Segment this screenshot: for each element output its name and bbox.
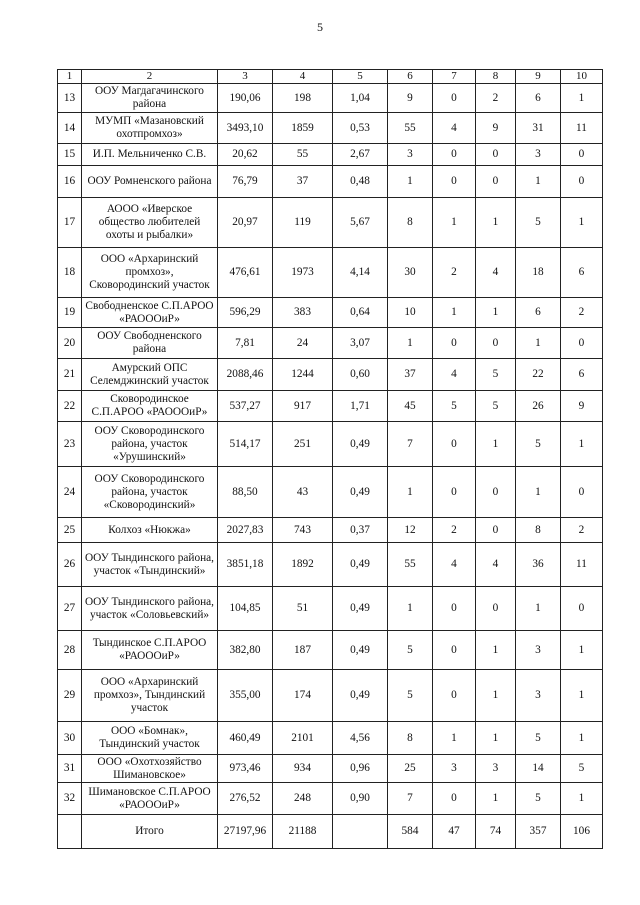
row-number: 17 bbox=[58, 198, 82, 248]
value-cell-c7: 0 bbox=[433, 783, 476, 815]
value-cell-c9: 5 bbox=[516, 722, 561, 755]
value-cell-c8: 5 bbox=[476, 391, 516, 422]
row-number: 29 bbox=[58, 670, 82, 722]
value-cell-c7: 2 bbox=[433, 518, 476, 543]
value-cell-c10: 1 bbox=[561, 722, 603, 755]
table-row bbox=[58, 722, 603, 755]
value-cell-c8: 3 bbox=[476, 755, 516, 783]
value-cell-c10: 11 bbox=[561, 543, 603, 587]
organization-name bbox=[82, 298, 218, 328]
value-cell-c3: 2088,46 bbox=[218, 359, 273, 391]
value-cell-c4: 917 bbox=[273, 391, 333, 422]
organization-name bbox=[82, 783, 218, 815]
organization-name-line: охоты и рыбалки» bbox=[105, 229, 194, 241]
value-cell-c10: 5 bbox=[561, 755, 603, 783]
value-cell-c5: 0,48 bbox=[333, 166, 388, 198]
value-cell-c9: 1 bbox=[516, 328, 561, 359]
value-cell-c9: 1 bbox=[516, 587, 561, 631]
value-cell-c8: 9 bbox=[476, 113, 516, 144]
value-cell-c5: 0,49 bbox=[333, 631, 388, 670]
value-cell-c9: 5 bbox=[516, 198, 561, 248]
organization-name bbox=[82, 113, 218, 144]
row-number: 19 bbox=[58, 298, 82, 328]
value-cell-c4: 37 bbox=[273, 166, 333, 198]
value-cell-c6: 10 bbox=[388, 298, 433, 328]
value-cell-c3: 355,00 bbox=[218, 670, 273, 722]
row-number: 14 bbox=[58, 113, 82, 144]
organization-name-line: ООУ Тындинского района, bbox=[85, 595, 214, 608]
value-cell-c10: 1 bbox=[561, 783, 603, 815]
organization-name bbox=[82, 391, 218, 422]
value-cell-c10: 1 bbox=[561, 670, 603, 722]
value-cell-c4: 383 bbox=[273, 298, 333, 328]
value-cell-c6: 1 bbox=[388, 467, 433, 518]
value-cell-c9: 6 bbox=[516, 298, 561, 328]
organization-name-line: Шимановское» bbox=[113, 768, 186, 781]
header-cell: 4 bbox=[273, 70, 333, 84]
organization-name-line: ООО «Архаринский bbox=[100, 253, 199, 265]
organization-name-line: района bbox=[132, 343, 167, 355]
organization-name-line: Селемджинский участок bbox=[90, 374, 209, 387]
total-cell-c5 bbox=[333, 815, 388, 849]
value-cell-c8: 0 bbox=[476, 467, 516, 518]
total-cell-c9: 357 bbox=[516, 815, 561, 849]
value-cell-c8: 0 bbox=[476, 328, 516, 359]
value-cell-c7: 4 bbox=[433, 359, 476, 391]
value-cell-c10: 0 bbox=[561, 166, 603, 198]
organization-name-line: «Урушинский» bbox=[113, 450, 186, 463]
value-cell-c7: 4 bbox=[433, 113, 476, 144]
organization-name-line: С.П.АРОО «РАОООиР» bbox=[91, 406, 208, 418]
value-cell-c3: 20,97 bbox=[218, 198, 273, 248]
value-cell-c10: 6 bbox=[561, 248, 603, 298]
table-row bbox=[58, 113, 603, 144]
header-cell: 10 bbox=[561, 70, 603, 84]
organization-name-line: Тындинский участок bbox=[99, 738, 200, 750]
value-cell-c6: 7 bbox=[388, 783, 433, 815]
value-cell-c3: 3493,10 bbox=[218, 113, 273, 144]
organization-name-line: участок «Соловьевский» bbox=[89, 608, 210, 621]
value-cell-c9: 1 bbox=[516, 166, 561, 198]
row-number: 32 bbox=[58, 783, 82, 815]
organization-name bbox=[82, 670, 218, 722]
value-cell-c7: 1 bbox=[433, 198, 476, 248]
value-cell-c4: 248 bbox=[273, 783, 333, 815]
table-row bbox=[58, 422, 603, 467]
value-cell-c4: 43 bbox=[273, 467, 333, 518]
value-cell-c6: 12 bbox=[388, 518, 433, 543]
total-cell-c7: 47 bbox=[433, 815, 476, 849]
organization-name bbox=[82, 755, 218, 783]
value-cell-c4: 934 bbox=[273, 755, 333, 783]
total-row bbox=[58, 815, 603, 849]
table-row bbox=[58, 755, 603, 783]
row-number: 31 bbox=[58, 755, 82, 783]
organization-name-line: Сковородинское bbox=[110, 393, 189, 405]
organization-name-line: Колхоз «Нюкжа» bbox=[108, 523, 191, 536]
organization-name-line: ООУ Ромненского района bbox=[87, 175, 212, 187]
value-cell-c9: 14 bbox=[516, 755, 561, 783]
total-cell-c6: 584 bbox=[388, 815, 433, 849]
value-cell-c6: 5 bbox=[388, 670, 433, 722]
value-cell-c4: 174 bbox=[273, 670, 333, 722]
value-cell-c4: 1859 bbox=[273, 113, 333, 144]
organization-name-line: ООУ Магдагачинского bbox=[95, 85, 204, 97]
organization-name-line: Амурский ОПС bbox=[111, 361, 188, 374]
value-cell-c3: 460,49 bbox=[218, 722, 273, 755]
value-cell-c7: 0 bbox=[433, 587, 476, 631]
table-row bbox=[58, 783, 603, 815]
row-number: 28 bbox=[58, 631, 82, 670]
value-cell-c10: 2 bbox=[561, 298, 603, 328]
value-cell-c10: 9 bbox=[561, 391, 603, 422]
organization-name bbox=[82, 166, 218, 198]
value-cell-c9: 22 bbox=[516, 359, 561, 391]
row-number: 16 bbox=[58, 166, 82, 198]
value-cell-c4: 24 bbox=[273, 328, 333, 359]
header-cell: 6 bbox=[388, 70, 433, 84]
value-cell-c6: 3 bbox=[388, 144, 433, 166]
table-row bbox=[58, 328, 603, 359]
value-cell-c4: 1973 bbox=[273, 248, 333, 298]
header-cell: 1 bbox=[58, 70, 82, 84]
value-cell-c8: 1 bbox=[476, 198, 516, 248]
total-number-cell bbox=[58, 815, 82, 849]
organization-name-line: ООО «Охотхозяйство bbox=[97, 755, 202, 768]
value-cell-c5: 0,49 bbox=[333, 422, 388, 467]
organization-name-line: ООО «Бомнак», bbox=[110, 725, 189, 737]
value-cell-c8: 0 bbox=[476, 587, 516, 631]
table-row bbox=[58, 298, 603, 328]
value-cell-c9: 5 bbox=[516, 422, 561, 467]
value-cell-c8: 1 bbox=[476, 422, 516, 467]
value-cell-c9: 6 bbox=[516, 84, 561, 113]
row-number: 20 bbox=[58, 328, 82, 359]
value-cell-c5: 0,90 bbox=[333, 783, 388, 815]
value-cell-c6: 5 bbox=[388, 631, 433, 670]
organization-name-line: Свободненское С.П.АРОО bbox=[85, 299, 214, 312]
organization-name-line: И.П. Мельниченко С.В. bbox=[92, 148, 207, 160]
value-cell-c3: 88,50 bbox=[218, 467, 273, 518]
value-cell-c8: 0 bbox=[476, 144, 516, 166]
value-cell-c5: 1,04 bbox=[333, 84, 388, 113]
row-number: 26 bbox=[58, 543, 82, 587]
value-cell-c8: 0 bbox=[476, 166, 516, 198]
row-number: 27 bbox=[58, 587, 82, 631]
data-table bbox=[57, 69, 603, 849]
value-cell-c9: 26 bbox=[516, 391, 561, 422]
value-cell-c10: 0 bbox=[561, 328, 603, 359]
value-cell-c5: 0,49 bbox=[333, 543, 388, 587]
organization-name bbox=[82, 84, 218, 113]
table-row bbox=[58, 543, 603, 587]
organization-name bbox=[82, 518, 218, 543]
value-cell-c8: 4 bbox=[476, 248, 516, 298]
organization-name-line: участок bbox=[130, 702, 169, 714]
organization-name-line: «РАОООиР» bbox=[119, 798, 180, 811]
organization-name-line: ООУ Тындинского района, bbox=[85, 551, 214, 564]
value-cell-c7: 1 bbox=[433, 298, 476, 328]
value-cell-c5: 0,60 bbox=[333, 359, 388, 391]
organization-name-line: района, участок bbox=[111, 485, 188, 498]
organization-name-line: промхоз», Тындинский bbox=[93, 689, 206, 701]
header-row bbox=[58, 70, 603, 84]
value-cell-c3: 7,81 bbox=[218, 328, 273, 359]
value-cell-c10: 1 bbox=[561, 631, 603, 670]
value-cell-c3: 596,29 bbox=[218, 298, 273, 328]
value-cell-c4: 119 bbox=[273, 198, 333, 248]
value-cell-c5: 3,07 bbox=[333, 328, 388, 359]
organization-name-line: участок «Тындинский» bbox=[93, 564, 206, 577]
organization-name-line: охотпромхоз» bbox=[116, 128, 183, 140]
page-number: 5 bbox=[317, 20, 323, 34]
value-cell-c8: 1 bbox=[476, 631, 516, 670]
value-cell-c4: 743 bbox=[273, 518, 333, 543]
organization-name-line: района bbox=[132, 98, 167, 110]
header-cell: 3 bbox=[218, 70, 273, 84]
value-cell-c4: 55 bbox=[273, 144, 333, 166]
total-label: Итого bbox=[82, 815, 218, 849]
total-cell-c10: 106 bbox=[561, 815, 603, 849]
organization-name bbox=[82, 587, 218, 631]
value-cell-c6: 55 bbox=[388, 113, 433, 144]
organization-name-line: «РАОООиР» bbox=[119, 312, 180, 325]
value-cell-c6: 1 bbox=[388, 328, 433, 359]
value-cell-c6: 25 bbox=[388, 755, 433, 783]
table-row bbox=[58, 166, 603, 198]
value-cell-c4: 1244 bbox=[273, 359, 333, 391]
total-cell-c3: 27197,96 bbox=[218, 815, 273, 849]
table-row bbox=[58, 248, 603, 298]
header-cell: 9 bbox=[516, 70, 561, 84]
value-cell-c10: 1 bbox=[561, 198, 603, 248]
value-cell-c6: 9 bbox=[388, 84, 433, 113]
value-cell-c8: 2 bbox=[476, 84, 516, 113]
value-cell-c3: 476,61 bbox=[218, 248, 273, 298]
organization-name-line: района, участок bbox=[111, 437, 188, 450]
value-cell-c3: 3851,18 bbox=[218, 543, 273, 587]
organization-name bbox=[82, 422, 218, 467]
value-cell-c10: 2 bbox=[561, 518, 603, 543]
value-cell-c6: 8 bbox=[388, 198, 433, 248]
total-cell-c4: 21188 bbox=[273, 815, 333, 849]
value-cell-c4: 198 bbox=[273, 84, 333, 113]
value-cell-c5: 4,14 bbox=[333, 248, 388, 298]
value-cell-c8: 1 bbox=[476, 722, 516, 755]
value-cell-c5: 4,56 bbox=[333, 722, 388, 755]
value-cell-c8: 0 bbox=[476, 518, 516, 543]
organization-name bbox=[82, 722, 218, 755]
value-cell-c8: 1 bbox=[476, 298, 516, 328]
value-cell-c8: 1 bbox=[476, 670, 516, 722]
value-cell-c6: 1 bbox=[388, 166, 433, 198]
value-cell-c3: 276,52 bbox=[218, 783, 273, 815]
value-cell-c3: 973,46 bbox=[218, 755, 273, 783]
value-cell-c9: 3 bbox=[516, 144, 561, 166]
value-cell-c6: 7 bbox=[388, 422, 433, 467]
row-number: 23 bbox=[58, 422, 82, 467]
value-cell-c5: 0,64 bbox=[333, 298, 388, 328]
value-cell-c4: 51 bbox=[273, 587, 333, 631]
organization-name-line: АООО «Иверское bbox=[106, 203, 193, 215]
value-cell-c4: 187 bbox=[273, 631, 333, 670]
value-cell-c6: 30 bbox=[388, 248, 433, 298]
table-row bbox=[58, 467, 603, 518]
value-cell-c10: 11 bbox=[561, 113, 603, 144]
organization-name-line: ООО «Архаринский bbox=[100, 676, 199, 688]
row-number: 13 bbox=[58, 84, 82, 113]
value-cell-c9: 3 bbox=[516, 631, 561, 670]
value-cell-c9: 1 bbox=[516, 467, 561, 518]
row-number: 18 bbox=[58, 248, 82, 298]
organization-name bbox=[82, 631, 218, 670]
value-cell-c5: 0,49 bbox=[333, 670, 388, 722]
header-cell: 5 bbox=[333, 70, 388, 84]
value-cell-c5: 1,71 bbox=[333, 391, 388, 422]
value-cell-c7: 3 bbox=[433, 755, 476, 783]
value-cell-c3: 2027,83 bbox=[218, 518, 273, 543]
organization-name-line: промхоз», bbox=[125, 266, 174, 278]
value-cell-c10: 1 bbox=[561, 422, 603, 467]
organization-name bbox=[82, 543, 218, 587]
value-cell-c8: 4 bbox=[476, 543, 516, 587]
value-cell-c7: 0 bbox=[433, 467, 476, 518]
organization-name bbox=[82, 467, 218, 518]
row-number: 25 bbox=[58, 518, 82, 543]
table-row bbox=[58, 144, 603, 166]
organization-name bbox=[82, 328, 218, 359]
value-cell-c10: 0 bbox=[561, 144, 603, 166]
organization-name-line: Сковородинский участок bbox=[89, 279, 210, 291]
organization-name bbox=[82, 198, 218, 248]
organization-name-line: ООУ Свободненского bbox=[97, 330, 202, 342]
value-cell-c8: 1 bbox=[476, 783, 516, 815]
value-cell-c9: 8 bbox=[516, 518, 561, 543]
value-cell-c4: 2101 bbox=[273, 722, 333, 755]
value-cell-c6: 1 bbox=[388, 587, 433, 631]
row-number: 15 bbox=[58, 144, 82, 166]
value-cell-c3: 382,80 bbox=[218, 631, 273, 670]
value-cell-c7: 0 bbox=[433, 328, 476, 359]
table-row bbox=[58, 391, 603, 422]
organization-name-line: Тындинское С.П.АРОО bbox=[92, 637, 207, 649]
value-cell-c9: 3 bbox=[516, 670, 561, 722]
value-cell-c7: 4 bbox=[433, 543, 476, 587]
organization-name-line: «Сковородинский» bbox=[103, 498, 196, 511]
value-cell-c6: 37 bbox=[388, 359, 433, 391]
organization-name bbox=[82, 144, 218, 166]
table-row bbox=[58, 198, 603, 248]
value-cell-c10: 0 bbox=[561, 467, 603, 518]
organization-name-line: МУМП «Мазановский bbox=[95, 115, 204, 127]
value-cell-c4: 251 bbox=[273, 422, 333, 467]
table-row bbox=[58, 84, 603, 113]
row-number: 21 bbox=[58, 359, 82, 391]
value-cell-c3: 76,79 bbox=[218, 166, 273, 198]
row-number: 24 bbox=[58, 467, 82, 518]
value-cell-c3: 514,17 bbox=[218, 422, 273, 467]
total-cell-c8: 74 bbox=[476, 815, 516, 849]
value-cell-c5: 0,49 bbox=[333, 467, 388, 518]
organization-name-line: ООУ Сковородинского bbox=[94, 472, 205, 485]
header-cell: 2 bbox=[82, 70, 218, 84]
organization-name-line: ООУ Сковородинского bbox=[94, 424, 205, 437]
value-cell-c7: 0 bbox=[433, 166, 476, 198]
value-cell-c6: 8 bbox=[388, 722, 433, 755]
value-cell-c3: 190,06 bbox=[218, 84, 273, 113]
value-cell-c7: 0 bbox=[433, 422, 476, 467]
value-cell-c7: 0 bbox=[433, 631, 476, 670]
value-cell-c3: 537,27 bbox=[218, 391, 273, 422]
row-number: 30 bbox=[58, 722, 82, 755]
value-cell-c5: 5,67 bbox=[333, 198, 388, 248]
value-cell-c10: 1 bbox=[561, 84, 603, 113]
value-cell-c4: 1892 bbox=[273, 543, 333, 587]
organization-name-line: Шимановское С.П.АРОО bbox=[88, 785, 211, 798]
value-cell-c7: 0 bbox=[433, 84, 476, 113]
value-cell-c9: 31 bbox=[516, 113, 561, 144]
value-cell-c7: 0 bbox=[433, 144, 476, 166]
value-cell-c5: 0,49 bbox=[333, 587, 388, 631]
value-cell-c9: 36 bbox=[516, 543, 561, 587]
table-row bbox=[58, 670, 603, 722]
value-cell-c7: 0 bbox=[433, 670, 476, 722]
value-cell-c5: 2,67 bbox=[333, 144, 388, 166]
value-cell-c5: 0,96 bbox=[333, 755, 388, 783]
value-cell-c6: 45 bbox=[388, 391, 433, 422]
table-row bbox=[58, 587, 603, 631]
organization-name-line: «РАОООиР» bbox=[119, 650, 180, 662]
value-cell-c5: 0,37 bbox=[333, 518, 388, 543]
value-cell-c9: 5 bbox=[516, 783, 561, 815]
value-cell-c5: 0,53 bbox=[333, 113, 388, 144]
organization-name bbox=[82, 248, 218, 298]
table-row bbox=[58, 359, 603, 391]
value-cell-c3: 104,85 bbox=[218, 587, 273, 631]
organization-name-line: общество любителей bbox=[98, 216, 201, 228]
table-row bbox=[58, 631, 603, 670]
value-cell-c3: 20,62 bbox=[218, 144, 273, 166]
organization-name bbox=[82, 359, 218, 391]
value-cell-c10: 0 bbox=[561, 587, 603, 631]
value-cell-c6: 55 bbox=[388, 543, 433, 587]
header-cell: 8 bbox=[476, 70, 516, 84]
table-row bbox=[58, 518, 603, 543]
value-cell-c9: 18 bbox=[516, 248, 561, 298]
header-cell: 7 bbox=[433, 70, 476, 84]
value-cell-c7: 5 bbox=[433, 391, 476, 422]
value-cell-c10: 6 bbox=[561, 359, 603, 391]
value-cell-c7: 1 bbox=[433, 722, 476, 755]
row-number: 22 bbox=[58, 391, 82, 422]
value-cell-c7: 2 bbox=[433, 248, 476, 298]
value-cell-c8: 5 bbox=[476, 359, 516, 391]
